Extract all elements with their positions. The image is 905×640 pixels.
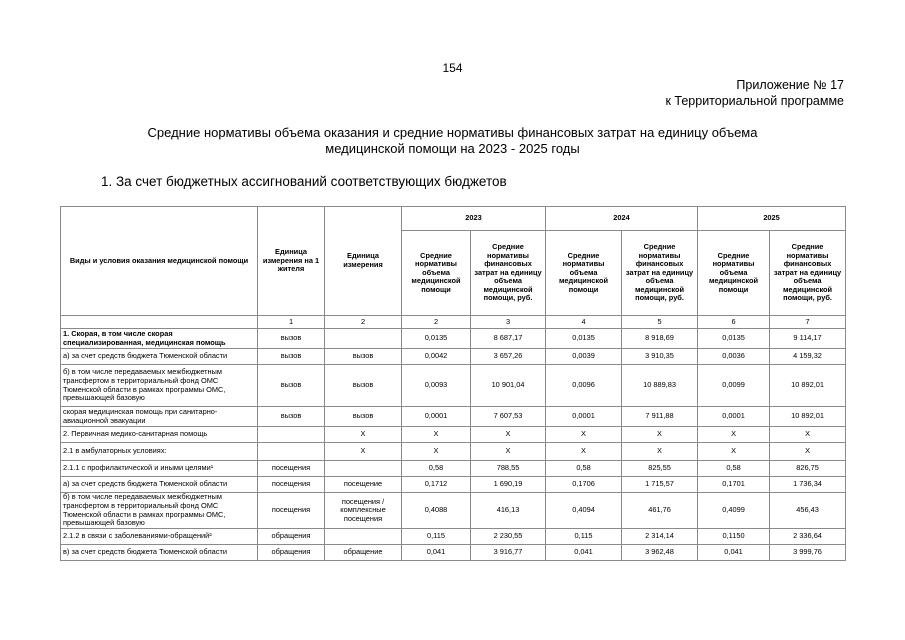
header-cost-norm-2024: Средние нормативы финансовых затрат на единицу объема медицинской помощи, руб. bbox=[622, 231, 698, 316]
row-cost-2024: 1 715,57 bbox=[622, 477, 698, 493]
row-cost-2023: 3 657,26 bbox=[471, 349, 546, 365]
row-volume-2025: 0,0099 bbox=[698, 365, 770, 407]
row-volume-2023: 0,58 bbox=[402, 461, 471, 477]
header-cost-norm-2023: Средние нормативы финансовых затрат на единицу объема медицинской помощи, руб. bbox=[471, 231, 546, 316]
row-volume-2024: 0,0039 bbox=[546, 349, 622, 365]
row-cost-2025: 1 736,34 bbox=[770, 477, 846, 493]
row-unit-per-resident bbox=[258, 427, 325, 443]
row-volume-2024: Х bbox=[546, 427, 622, 443]
row-unit-per-resident: обращения bbox=[258, 529, 325, 545]
header-unit: Единица измерения bbox=[325, 207, 402, 316]
row-name: б) в том числе передаваемых межбюджетным трансфертом в территориальный фонд ОМС Тюменской области в рамках программы ОМС, превышающей базовую bbox=[61, 365, 258, 407]
row-name: 2.1.1 с профилактической и иными целями¹ bbox=[61, 461, 258, 477]
row-name: 2.1 в амбулаторных условиях: bbox=[61, 443, 258, 461]
row-cost-2025: 826,75 bbox=[770, 461, 846, 477]
row-volume-2023: 0,041 bbox=[402, 545, 471, 561]
row-volume-2024: 0,4094 bbox=[546, 493, 622, 529]
row-unit: обращение bbox=[325, 545, 402, 561]
row-unit-per-resident: обращения bbox=[258, 545, 325, 561]
row-unit: вызов bbox=[325, 407, 402, 427]
row-cost-2024: 7 911,88 bbox=[622, 407, 698, 427]
column-number: 3 bbox=[471, 316, 546, 329]
row-cost-2023: Х bbox=[471, 443, 546, 461]
row-volume-2024: 0,0001 bbox=[546, 407, 622, 427]
column-number: 2 bbox=[325, 316, 402, 329]
row-cost-2025: 456,43 bbox=[770, 493, 846, 529]
column-number: 1 bbox=[258, 316, 325, 329]
table-row bbox=[61, 427, 846, 443]
row-cost-2024: 8 918,69 bbox=[622, 329, 698, 349]
header-volume-norm-2024: Средние нормативы объема медицинской помощи bbox=[546, 231, 622, 316]
appendix-line-2: к Территориальной программе bbox=[665, 94, 844, 108]
row-cost-2024: 461,76 bbox=[622, 493, 698, 529]
row-volume-2025: 0,1150 bbox=[698, 529, 770, 545]
row-unit: посещения / комплексные посещения bbox=[325, 493, 402, 529]
norms-table-body bbox=[61, 329, 846, 561]
table-row bbox=[61, 493, 846, 529]
column-number: 2 bbox=[402, 316, 471, 329]
row-unit: посещение bbox=[325, 477, 402, 493]
header-kind: Виды и условия оказания медицинской помощи bbox=[61, 207, 258, 316]
row-name: 1. Скорая, в том числе скорая специализированная, медицинская помощь bbox=[61, 329, 258, 349]
row-unit bbox=[325, 329, 402, 349]
page-number: 154 bbox=[442, 61, 463, 75]
row-cost-2025: 10 892,01 bbox=[770, 407, 846, 427]
row-name: б) в том числе передаваемых межбюджетным трансфертом в территориальный фонд ОМС Тюменской области в рамках программы ОМС, превышающей базовую bbox=[61, 493, 258, 529]
document-title-line-1: Средние нормативы объема оказания и средние нормативы финансовых затрат на единицу объема bbox=[147, 125, 758, 140]
row-name: 2.1.2 в связи с заболеваниями-обращений² bbox=[61, 529, 258, 545]
row-volume-2023: 0,115 bbox=[402, 529, 471, 545]
row-volume-2023: Х bbox=[402, 427, 471, 443]
header-volume-norm-2023: Средние нормативы объема медицинской помощи bbox=[402, 231, 471, 316]
row-unit-per-resident: вызов bbox=[258, 349, 325, 365]
row-unit bbox=[325, 529, 402, 545]
row-volume-2023: 0,0093 bbox=[402, 365, 471, 407]
row-unit: вызов bbox=[325, 365, 402, 407]
row-cost-2023: 788,55 bbox=[471, 461, 546, 477]
row-cost-2025: 9 114,17 bbox=[770, 329, 846, 349]
row-volume-2023: 0,4088 bbox=[402, 493, 471, 529]
table-row bbox=[61, 477, 846, 493]
header-cost-norm-2025: Средние нормативы финансовых затрат на единицу объема медицинской помощи, руб. bbox=[770, 231, 846, 316]
row-volume-2023: 0,1712 bbox=[402, 477, 471, 493]
row-volume-2025: 0,0001 bbox=[698, 407, 770, 427]
appendix-note bbox=[665, 77, 844, 109]
row-volume-2024: 0,041 bbox=[546, 545, 622, 561]
row-name: скорая медицинская помощь при санитарно-авиационной эвакуации bbox=[61, 407, 258, 427]
row-cost-2025: Х bbox=[770, 443, 846, 461]
row-volume-2025: 0,58 bbox=[698, 461, 770, 477]
row-unit-per-resident: вызов bbox=[258, 407, 325, 427]
header-year-2025: 2025 bbox=[698, 207, 846, 231]
row-unit-per-resident: вызов bbox=[258, 329, 325, 349]
row-cost-2023: 2 230,55 bbox=[471, 529, 546, 545]
table-row bbox=[61, 329, 846, 349]
document-title-line-2: медицинской помощи на 2023 - 2025 годы bbox=[325, 141, 580, 156]
table-row bbox=[61, 365, 846, 407]
row-volume-2023: 0,0135 bbox=[402, 329, 471, 349]
table-row bbox=[61, 545, 846, 561]
table-row bbox=[61, 349, 846, 365]
row-cost-2025: 4 159,32 bbox=[770, 349, 846, 365]
table-row bbox=[61, 443, 846, 461]
row-cost-2025: 2 336,64 bbox=[770, 529, 846, 545]
header-year-2024: 2024 bbox=[546, 207, 698, 231]
row-volume-2025: 0,1701 bbox=[698, 477, 770, 493]
row-unit: вызов bbox=[325, 349, 402, 365]
row-volume-2024: 0,0096 bbox=[546, 365, 622, 407]
column-number: 7 bbox=[770, 316, 846, 329]
row-volume-2025: 0,4099 bbox=[698, 493, 770, 529]
table-row bbox=[61, 461, 846, 477]
row-cost-2024: 3 962,48 bbox=[622, 545, 698, 561]
row-volume-2024: Х bbox=[546, 443, 622, 461]
row-volume-2023: Х bbox=[402, 443, 471, 461]
row-volume-2025: Х bbox=[698, 443, 770, 461]
row-name: а) за счет средств бюджета Тюменской области bbox=[61, 477, 258, 493]
row-volume-2023: 0,0042 bbox=[402, 349, 471, 365]
row-volume-2023: 0,0001 bbox=[402, 407, 471, 427]
row-cost-2023: 7 607,53 bbox=[471, 407, 546, 427]
row-volume-2024: 0,1706 bbox=[546, 477, 622, 493]
header-volume-norm-2025: Средние нормативы объема медицинской помощи bbox=[698, 231, 770, 316]
row-volume-2025: 0,0135 bbox=[698, 329, 770, 349]
norms-table bbox=[60, 206, 846, 561]
row-cost-2024: 2 314,14 bbox=[622, 529, 698, 545]
row-unit-per-resident bbox=[258, 443, 325, 461]
table-row bbox=[61, 407, 846, 427]
row-cost-2024: Х bbox=[622, 427, 698, 443]
column-number: 6 bbox=[698, 316, 770, 329]
column-number: 5 bbox=[622, 316, 698, 329]
row-cost-2023: 3 916,77 bbox=[471, 545, 546, 561]
row-unit-per-resident: вызов bbox=[258, 365, 325, 407]
row-cost-2023: 8 687,17 bbox=[471, 329, 546, 349]
row-volume-2024: 0,115 bbox=[546, 529, 622, 545]
row-cost-2025: Х bbox=[770, 427, 846, 443]
row-cost-2023: Х bbox=[471, 427, 546, 443]
row-cost-2025: 3 999,76 bbox=[770, 545, 846, 561]
row-cost-2024: 825,55 bbox=[622, 461, 698, 477]
document-title bbox=[100, 125, 805, 157]
row-cost-2025: 10 892,01 bbox=[770, 365, 846, 407]
row-name: 2. Первичная медико-санитарная помощь bbox=[61, 427, 258, 443]
row-unit-per-resident: посещения bbox=[258, 493, 325, 529]
row-name: в) за счет средств бюджета Тюменской области bbox=[61, 545, 258, 561]
row-volume-2025: 0,0036 bbox=[698, 349, 770, 365]
section-heading: 1. За счет бюджетных ассигнований соответствующих бюджетов bbox=[101, 174, 507, 189]
row-cost-2024: 10 889,83 bbox=[622, 365, 698, 407]
header-unit-per-resident: Единица измерения на 1 жителя bbox=[258, 207, 325, 316]
row-cost-2023: 416,13 bbox=[471, 493, 546, 529]
row-unit-per-resident: посещения bbox=[258, 461, 325, 477]
row-volume-2024: 0,0135 bbox=[546, 329, 622, 349]
row-cost-2023: 10 901,04 bbox=[471, 365, 546, 407]
row-name: а) за счет средств бюджета Тюменской области bbox=[61, 349, 258, 365]
row-volume-2024: 0,58 bbox=[546, 461, 622, 477]
column-number bbox=[61, 316, 258, 329]
row-volume-2025: 0,041 bbox=[698, 545, 770, 561]
table-row bbox=[61, 529, 846, 545]
header-year-2023: 2023 bbox=[402, 207, 546, 231]
row-cost-2024: 3 910,35 bbox=[622, 349, 698, 365]
row-unit: Х bbox=[325, 427, 402, 443]
row-cost-2024: Х bbox=[622, 443, 698, 461]
column-number: 4 bbox=[546, 316, 622, 329]
row-cost-2023: 1 690,19 bbox=[471, 477, 546, 493]
row-unit bbox=[325, 461, 402, 477]
row-unit-per-resident: посещения bbox=[258, 477, 325, 493]
row-volume-2025: Х bbox=[698, 427, 770, 443]
appendix-line-1: Приложение № 17 bbox=[736, 78, 844, 92]
row-unit: Х bbox=[325, 443, 402, 461]
